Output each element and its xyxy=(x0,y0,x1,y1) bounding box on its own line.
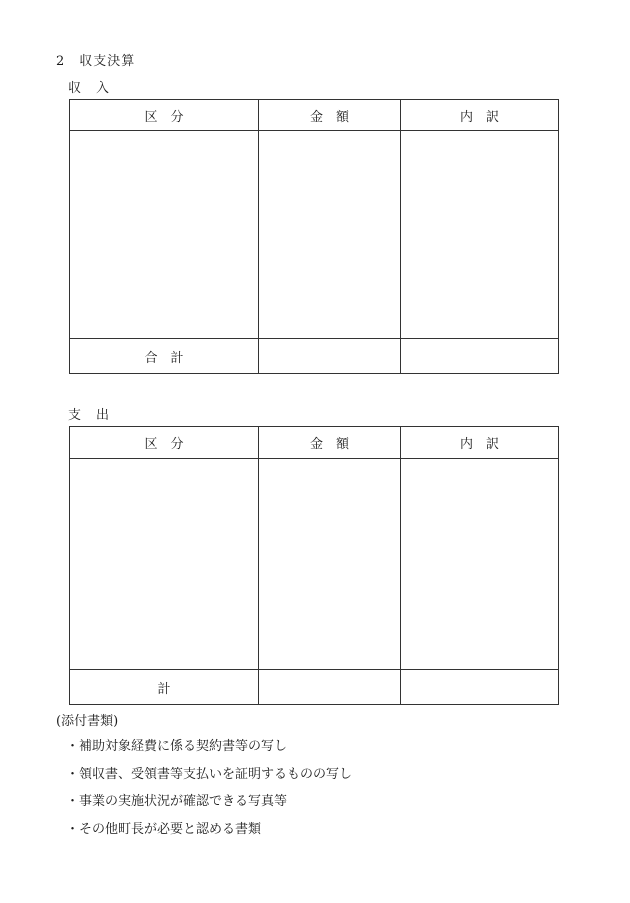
expense-title: 支 出 xyxy=(68,408,111,423)
income-total-row xyxy=(70,339,559,374)
income-total-label: 合 計 xyxy=(70,339,259,374)
expense-total-label: 計 xyxy=(70,670,259,705)
income-breakdown-cell xyxy=(401,131,559,339)
expense-total-amount xyxy=(259,670,401,705)
income-total-breakdown xyxy=(401,339,559,374)
income-title: 収 入 xyxy=(68,81,111,96)
expense-header-row xyxy=(70,427,559,459)
attachment-item: ・その他町長が必要と認める書類 xyxy=(66,821,262,837)
income-header-row xyxy=(70,100,559,131)
expense-category-cell xyxy=(70,459,259,670)
attachment-item: ・領収書、受領書等支払いを証明するものの写し xyxy=(66,766,353,782)
attachment-item: ・補助対象経費に係る契約書等の写し xyxy=(66,739,288,754)
income-total-amount xyxy=(259,339,401,374)
income-amount-cell xyxy=(259,131,401,339)
income-body-row xyxy=(70,131,559,339)
income-header-category: 区 分 xyxy=(70,100,259,131)
expense-total-row xyxy=(70,670,559,705)
income-table xyxy=(69,99,559,374)
expense-body-row xyxy=(70,459,559,670)
expense-table xyxy=(69,426,559,705)
income-category-cell xyxy=(70,131,259,339)
attachment-item: ・事業の実施状況が確認できる写真等 xyxy=(66,794,288,809)
attachments-list xyxy=(66,738,352,848)
income-header-amount: 金 額 xyxy=(259,100,401,131)
expense-header-breakdown: 内 訳 xyxy=(401,427,559,459)
expense-header-category: 区 分 xyxy=(70,427,259,459)
income-header-breakdown: 内 訳 xyxy=(401,100,559,131)
expense-header-amount: 金 額 xyxy=(259,427,401,459)
attachments-heading: (添付書類) xyxy=(56,714,119,729)
expense-breakdown-cell xyxy=(401,459,559,670)
expense-total-breakdown xyxy=(401,670,559,705)
section-title: 2 収支決算 xyxy=(56,54,136,69)
expense-amount-cell xyxy=(259,459,401,670)
